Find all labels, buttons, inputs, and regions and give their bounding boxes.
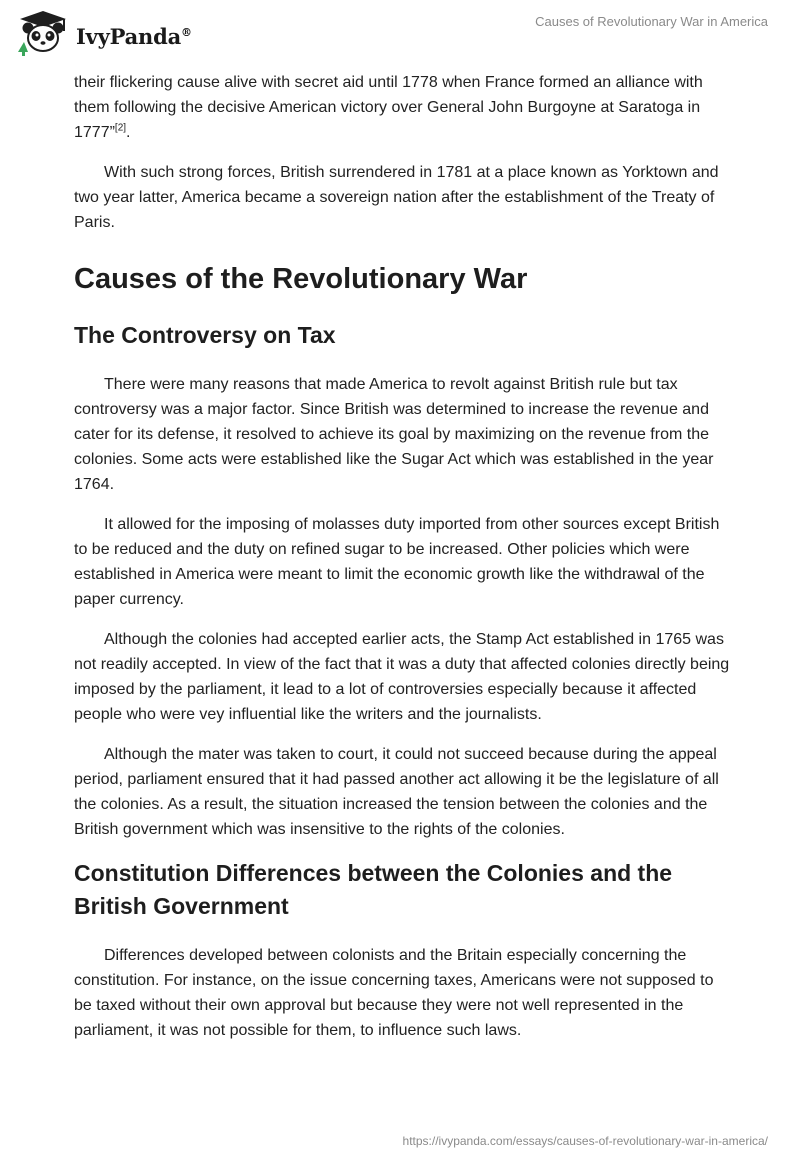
page-header xyxy=(0,0,800,64)
logo[interactable] xyxy=(14,8,192,63)
subsection-heading-tax: The Controversy on Tax xyxy=(74,322,336,348)
paragraph: Although the colonies had accepted earlier acts, the Stamp Act established in 1765 was not readily accepted. In view of the fact that it was a duty that affected colonies directly being imposed by the parliament, it lead to a lot of controversies especially because it affected people who were vey influential like the writers and the journalists. xyxy=(74,631,730,723)
paragraph: Although the mater was taken to court, it could not succeed because during the appeal period, parliament ensured that it had passed another act allowing it be the legislature of all the colonies. As a result, the situation increased the tension between the colonies and the British government which was insensitive to the rights of the colonies. xyxy=(74,746,719,838)
subsection-heading-constitution: Constitution Differences between the Colonies and the British Government xyxy=(74,860,673,919)
source-url[interactable]: https://ivypanda.com/essays/causes-of-revolutionary-war-in-america/ xyxy=(402,1134,768,1148)
paragraph: Differences developed between colonists and the Britain especially concerning the constitution. For instance, on the issue concerning taxes, Americans were not supposed to be taxed without their own approval but because they were not well represented in the parliament, it was not possible for them, to influence such laws. xyxy=(74,947,714,1039)
brand-name: IvyPanda® xyxy=(76,24,192,49)
essay-content xyxy=(74,70,734,1058)
paragraph: There were many reasons that made America to revolt against British rule but tax controversy was a major factor. Since British was determined to increase the revenue and cater for its defense, it resolved to achieve its goal by maximizing on the revenue from the colonies. Some acts were established like the Sugar Act which was established in the year 1764. xyxy=(74,376,714,493)
paragraph: It allowed for the imposing of molasses duty imported from other sources except British to be reduced and the duty on refined sugar to be increased. Other policies which were established in America were meant to limit the economic growth like the withdrawal of the paper currency. xyxy=(74,516,720,608)
intro-paragraph-1: their flickering cause alive with secret aid until 1778 when France formed an alliance with them following the decisive American victory over General John Burgoyne at Saratoga in 1777”[2]. xyxy=(74,74,703,141)
section-heading: Causes of the Revolutionary War xyxy=(74,263,528,295)
citation-ref[interactable]: [2] xyxy=(114,122,127,134)
panda-graduate-logo-icon xyxy=(14,8,72,63)
intro-paragraph-2: With such strong forces, British surrendered in 1781 at a place known as Yorktown and two year latter, America became a sovereign nation after the establishment of the Treaty of Paris. xyxy=(74,164,719,231)
document-title: Causes of Revolutionary War in America xyxy=(535,14,768,29)
